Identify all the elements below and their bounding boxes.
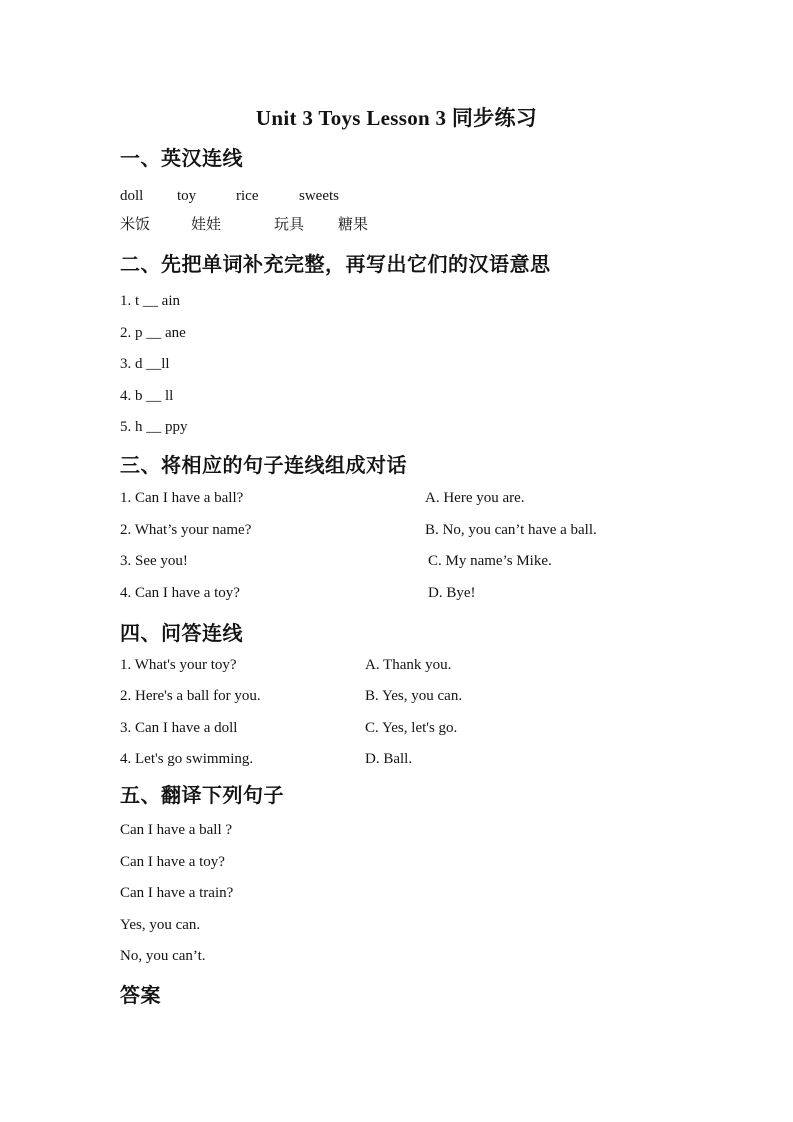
match-right-item: A. Here you are. [425, 490, 525, 506]
match-left-item: 2. What’s your name? [120, 522, 252, 538]
match-row [120, 687, 700, 707]
chinese-word: 娃娃 [191, 217, 222, 233]
match-row [120, 552, 700, 572]
match-row [120, 584, 700, 604]
section1-english-row [120, 187, 700, 207]
answers-heading: 答案 [120, 985, 161, 1007]
match-left-item: 2. Here's a ball for you. [120, 688, 261, 704]
match-left-item: 3. See you! [120, 553, 188, 569]
section5-heading: 五、翻译下列句子 [120, 785, 284, 807]
match-row [120, 750, 700, 770]
page-title: Unit 3 Toys Lesson 3 同步练习 [255, 106, 538, 130]
section1-heading: 一、英汉连线 [120, 148, 243, 170]
translation-item: Yes, you can. [120, 917, 201, 933]
chinese-word: 米饭 [120, 217, 151, 233]
translation-item: Can I have a ball ? [120, 822, 233, 838]
match-right-item: B. No, you can’t have a ball. [425, 522, 597, 538]
match-left-item: 1. What's your toy? [120, 657, 237, 673]
fill-blank-item: 1. t __ ain [120, 293, 180, 309]
english-word: doll [120, 188, 144, 204]
match-right-item: D. Ball. [365, 751, 413, 767]
fill-blank-item: 2. p __ ane [120, 325, 186, 341]
chinese-word: 糖果 [338, 217, 369, 233]
match-right-item: A. Thank you. [365, 657, 452, 673]
fill-blank-item: 5. h __ ppy [120, 419, 188, 435]
match-right-item: C. My name’s Mike. [428, 553, 552, 569]
match-row [120, 489, 700, 509]
match-right-item: D. Bye! [428, 585, 476, 601]
fill-blank-item: 4. b __ ll [120, 388, 174, 404]
fill-blank-item: 3. d __ll [120, 356, 170, 372]
chinese-word: 玩具 [274, 217, 305, 233]
match-row [120, 719, 700, 739]
match-row [120, 656, 700, 676]
section2-heading: 二、先把单词补充完整，再写出它们的汉语意思 [120, 254, 551, 276]
match-right-item: C. Yes, let's go. [365, 720, 458, 736]
section3-heading: 三、将相应的句子连线组成对话 [120, 455, 407, 477]
section4-heading: 四、问答连线 [120, 623, 243, 645]
match-left-item: 4. Let's go swimming. [120, 751, 254, 767]
match-right-item: B. Yes, you can. [365, 688, 463, 704]
match-row [120, 521, 700, 541]
english-word: toy [177, 188, 197, 204]
translation-item: Can I have a train? [120, 885, 234, 901]
match-left-item: 3. Can I have a doll [120, 720, 238, 736]
translation-item: No, you can’t. [120, 948, 206, 964]
english-word: sweets [299, 188, 339, 204]
section1-chinese-row [120, 216, 700, 236]
english-word: rice [236, 188, 259, 204]
translation-item: Can I have a toy? [120, 854, 225, 870]
match-left-item: 4. Can I have a toy? [120, 585, 240, 601]
match-left-item: 1. Can I have a ball? [120, 490, 244, 506]
